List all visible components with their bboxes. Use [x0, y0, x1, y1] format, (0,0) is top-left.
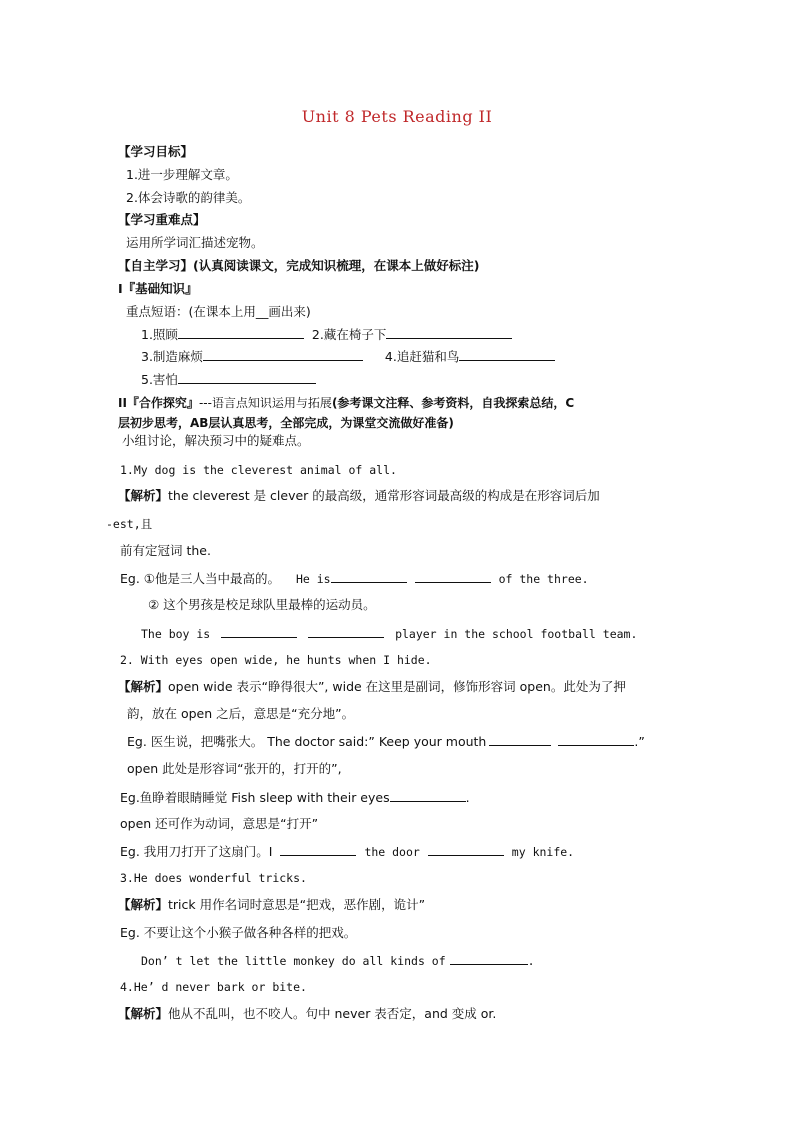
cooperation-heading: II『合作探究』---语言点知识运用与拓展(参考课文注释、参考资料，自我探索总结，C: [118, 396, 575, 410]
example-line: Don’ t let the little monkey do all kinds of .: [141, 954, 535, 968]
answer-blank[interactable]: [178, 326, 304, 339]
phrase-item: 3.制造麻烦 4.追赶猫和鸟: [141, 348, 555, 365]
answer-blank[interactable]: [558, 733, 634, 746]
example-line: Eg. 我用刀打开了这扇门。I the door my knife.: [120, 844, 575, 859]
key-points-text: 运用所学词汇描述宠物。: [126, 235, 264, 250]
point-sentence: 1.My dog is the cleverest animal of all.: [120, 463, 397, 477]
answer-blank[interactable]: [386, 326, 512, 339]
answer-blank[interactable]: [178, 371, 316, 384]
page-title: Unit 8 Pets Reading II: [301, 107, 493, 126]
analysis-line: open 还可作为动词，意思是“打开”: [120, 816, 319, 831]
answer-blank[interactable]: [390, 789, 466, 802]
point-sentence: 4.He’ d never bark or bite.: [120, 980, 307, 994]
self-study-heading: 【自主学习】(认真阅读课文，完成知识梳理，在课本上做好标注): [118, 258, 480, 273]
analysis-line: open 此处是形容词“张开的，打开的”,: [127, 761, 342, 776]
example-line: ② 这个男孩是校足球队里最棒的运动员。: [148, 597, 376, 612]
answer-blank[interactable]: [203, 348, 363, 361]
analysis-line: 前有定冠词 the.: [120, 543, 211, 558]
answer-blank[interactable]: [280, 843, 356, 856]
answer-blank[interactable]: [331, 570, 407, 583]
example-line: Eg. 医生说，把嘴张大。 The doctor said:” Keep your mouth .”: [127, 734, 645, 749]
analysis-line: 【解析】他从不乱叫，也不咬人。句中 never 表否定，and 变成 or.: [118, 1006, 497, 1021]
basics-heading: I『基础知识』: [118, 281, 198, 296]
phrases-intro: 重点短语：(在课本上用__画出来): [126, 304, 311, 319]
cooperation-note: 层初步思考，AB层认真思考，全部完成，为课堂交流做好准备): [118, 416, 454, 430]
answer-blank[interactable]: [221, 625, 297, 638]
point-sentence: 2. With eyes open wide, he hunts when I hide.: [120, 653, 432, 667]
goal-item: 1.进一步理解文章。: [126, 167, 238, 182]
answer-blank[interactable]: [450, 952, 528, 965]
example-line: Eg.鱼睁着眼睛睡觉 Fish sleep with their eyes .: [120, 790, 470, 805]
analysis-line: 韵，放在 open 之后，意思是“充分地”。: [127, 706, 355, 721]
answer-blank[interactable]: [489, 733, 551, 746]
group-discussion: 小组讨论，解决预习中的疑难点。: [122, 433, 310, 448]
phrase-item: 5.害怕: [141, 371, 316, 388]
example-line: The boy is player in the school football team.: [141, 627, 638, 641]
answer-blank[interactable]: [308, 625, 384, 638]
phrase-item: 1.照顾 2.藏在椅子下: [141, 326, 512, 343]
analysis-line: -est,且: [106, 517, 153, 531]
analysis-line: 【解析】the cleverest 是 clever 的最高级，通常形容词最高级的构成是在形容词后加: [118, 488, 600, 503]
analysis-line: 【解析】trick 用作名词时意思是“把戏，恶作剧，诡计”: [118, 897, 426, 912]
example-line: Eg. ①他是三人当中最高的。 He is of the three.: [120, 571, 589, 586]
point-sentence: 3.He does wonderful tricks.: [120, 871, 307, 885]
goals-heading: 【学习目标】: [118, 144, 194, 159]
key-points-heading: 【学习重难点】: [118, 212, 206, 227]
answer-blank[interactable]: [428, 843, 504, 856]
answer-blank[interactable]: [459, 348, 555, 361]
analysis-line: 【解析】open wide 表示“睁得很大”, wide 在这里是副词，修饰形容词 open。此处为了押: [118, 679, 626, 694]
example-line: Eg. 不要让这个小猴子做各种各样的把戏。: [120, 925, 357, 940]
goal-item: 2.体会诗歌的韵律美。: [126, 190, 251, 205]
answer-blank[interactable]: [415, 570, 491, 583]
